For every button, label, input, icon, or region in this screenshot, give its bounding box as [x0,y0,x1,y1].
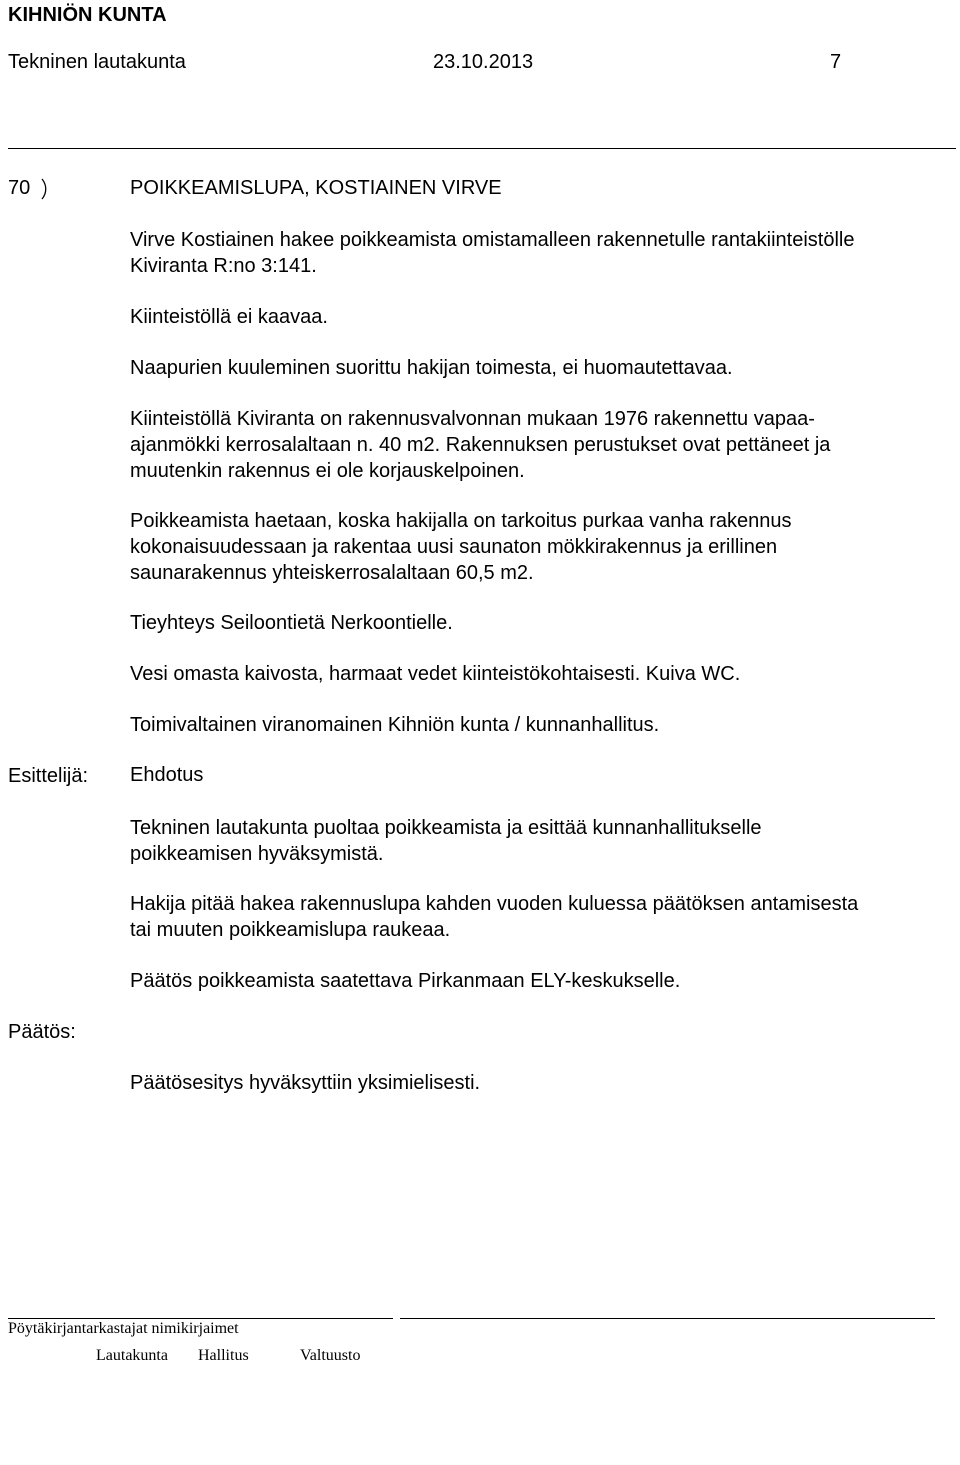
paragraph-reason: Poikkeamista haetaan, koska hakijalla on tarkoitus purkaa vanha rakennus kokonaisuudessaan ja rakentaa uusi saunaton mökkirakennus ja erillinen saunarakennus yhteiskerrosalaltaan 60,5 m2. [130,510,792,584]
section-sign-icon [38,178,52,200]
paragraph-road: Tieyhteys Seiloontietä Nerkoontielle. [130,612,453,634]
section-number: 70 [8,177,31,199]
header-divider [8,148,956,149]
paragraph-water: Vesi omasta kaivosta, harmaat vedet kiinteistökohtaisesti. Kuiva WC. [130,663,741,685]
proposal-statement: Tekninen lautakunta puoltaa poikkeamista ja esittää kunnanhallitukselle poikkeamisen hyväksymistä. [130,817,762,865]
paragraph-existing-building: Kiinteistöllä Kiviranta on rakennusvalvonnan mukaan 1976 rakennettu vapaa- ajanmökki kerrosalaltaan n. 40 m2. Rakennuksen perustukset ovat pettäneet ja muutenkin rakennus ei ole korjauskelpoinen. [130,408,831,482]
page-number: 7 [830,51,842,73]
paragraph-authority: Toimivaltainen viranomainen Kihniön kunta / kunnanhallitus. [130,714,660,736]
decision-label: Päätös: [8,1021,76,1043]
footer-rule-right [400,1318,935,1319]
organization-name: KIHNIÖN KUNTA [8,4,167,26]
presenter-label: Esittelijä: [8,765,89,787]
section-title: POIKKEAMISLUPA, KOSTIAINEN VIRVE [130,177,502,199]
footer-board-hallitus: Hallitus [198,1347,249,1364]
meeting-date: 23.10.2013 [433,51,534,73]
paragraph-neighbours: Naapurien kuuleminen suorittu hakijan toimesta, ei huomautettavaa. [130,357,733,379]
paragraph-application: Virve Kostiainen hakee poikkeamista omistamalleen rakennetulle rantakiinteistölle Kiviranta R:no 3:141. [130,229,855,277]
proposal-permit-deadline: Hakija pitää hakea rakennuslupa kahden vuoden kuluessa päätöksen antamisesta tai muuten poikkeamislupa raukeaa. [130,893,859,941]
committee-name: Tekninen lautakunta [8,51,186,73]
footer-rule-left [8,1318,393,1319]
proposal-heading: Ehdotus [130,764,204,786]
footer-board-lautakunta: Lautakunta [96,1347,168,1364]
proposal-notification: Päätös poikkeamista saatettava Pirkanmaan ELY-keskukselle. [130,970,681,992]
decision-text: Päätösesitys hyväksyttiin yksimielisesti. [130,1072,481,1094]
footer-board-valtuusto: Valtuusto [300,1347,361,1364]
footer-title: Pöytäkirjantarkastajat nimikirjaimet [8,1320,239,1337]
paragraph-zoning: Kiinteistöllä ei kaavaa. [130,306,328,328]
